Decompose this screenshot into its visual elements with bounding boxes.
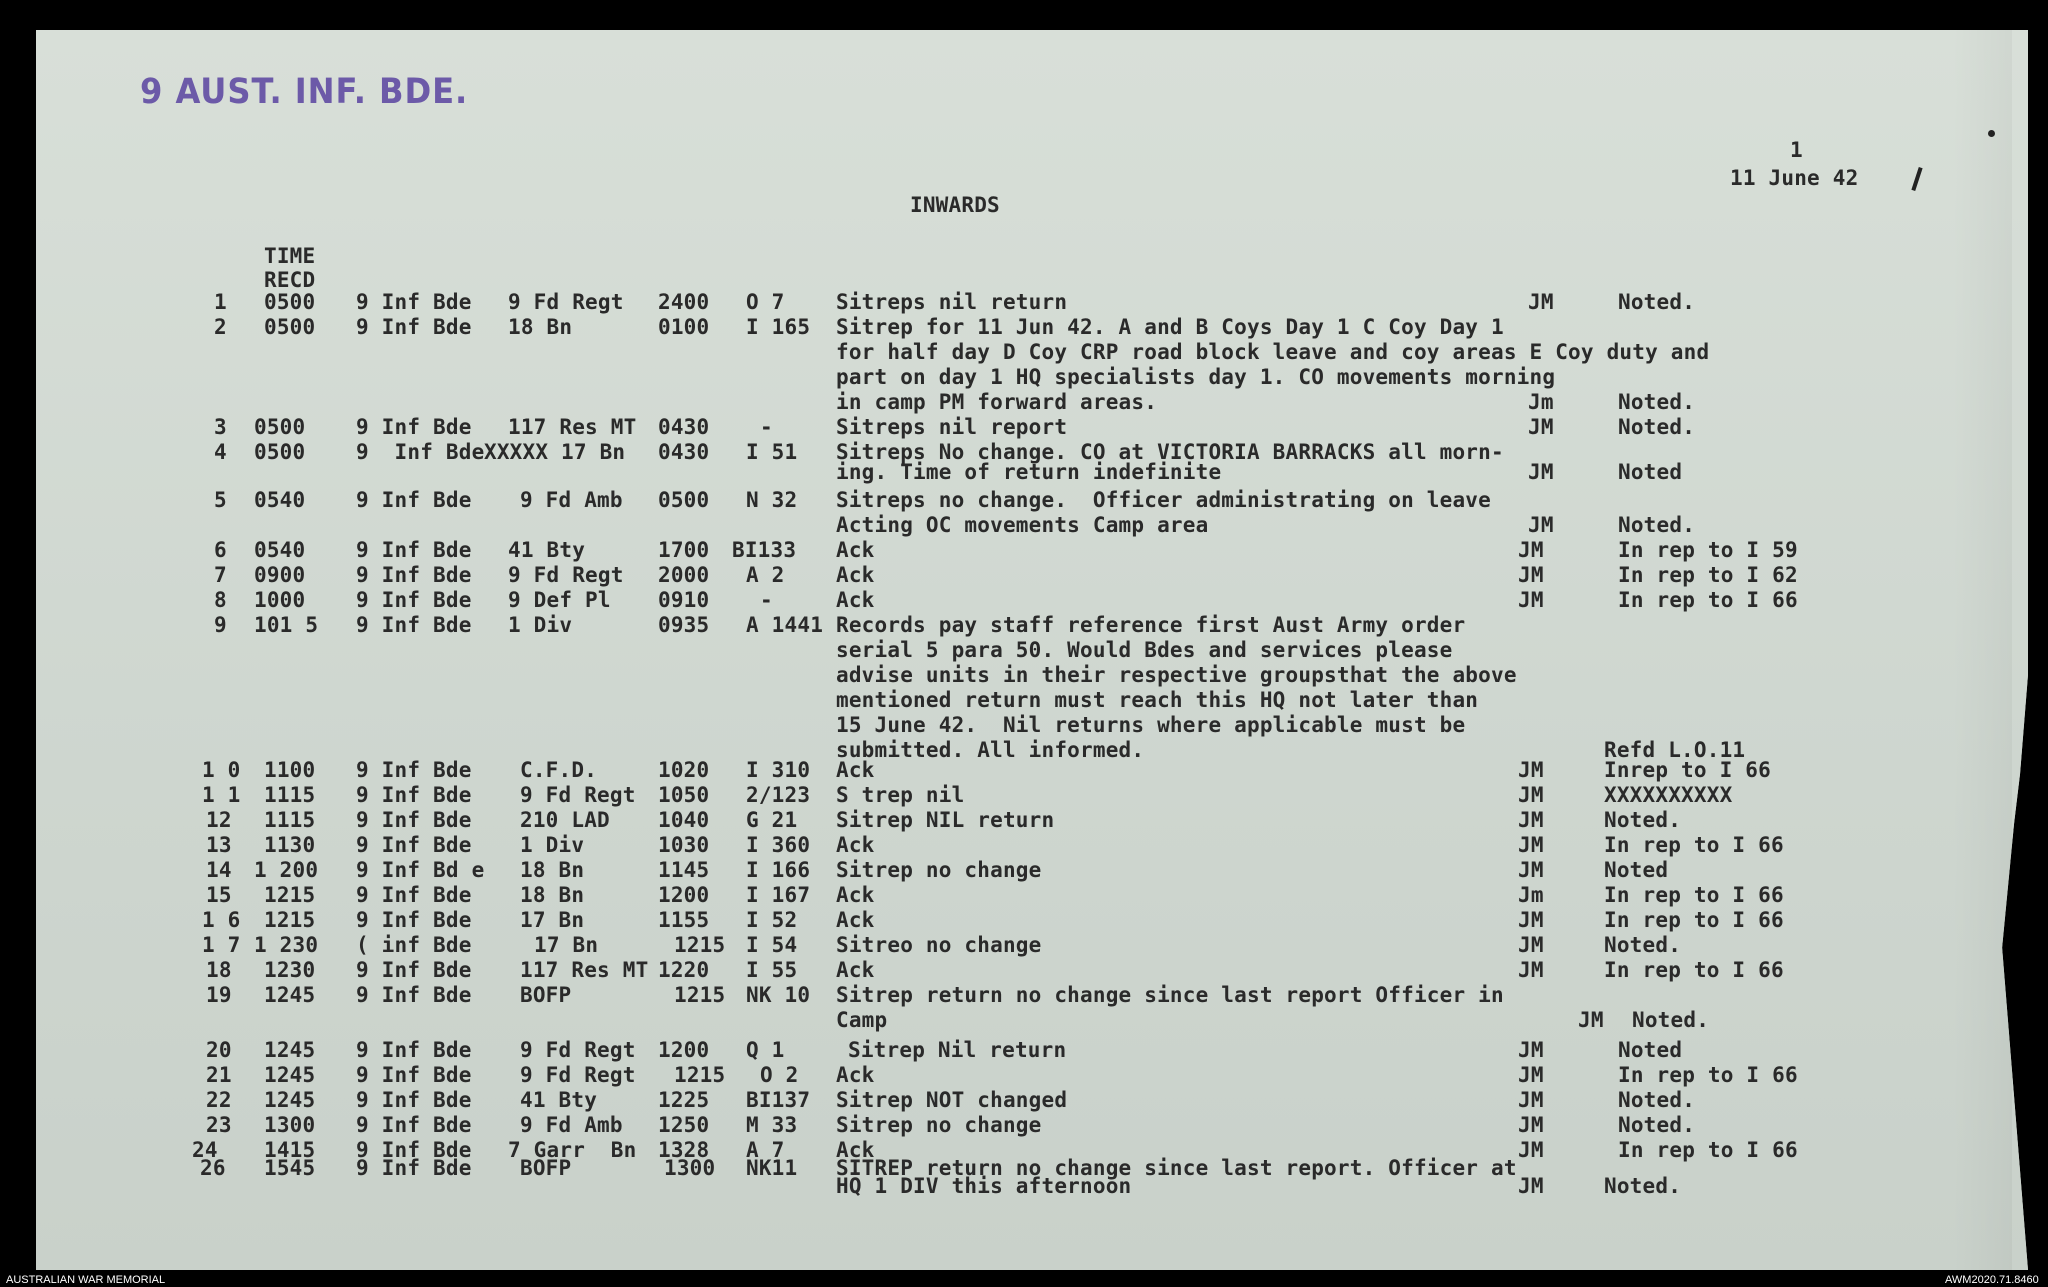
log-entry-text: In rep to I 66 — [1618, 1063, 1798, 1087]
log-entry-text: 1200 — [658, 883, 710, 907]
log-entry-text: XXXXX 17 Bn — [484, 440, 626, 464]
log-entry-text: 1230 — [264, 958, 316, 982]
log-entry-text: 1 230 — [254, 933, 319, 957]
log-entry-text: A 2 — [746, 563, 785, 587]
log-entry-text: Sitreps nil report — [836, 415, 1068, 439]
log-entry-text: 1020 — [658, 758, 710, 782]
log-entry-text: 1100 — [264, 758, 316, 782]
log-entry-text: 9 Fd Regt — [508, 563, 624, 587]
log-entry-text: 9 Inf Bde — [356, 1063, 472, 1087]
log-entry-text: 0500 — [264, 315, 316, 339]
log-entry-text: 1225 — [658, 1088, 710, 1112]
log-entry-text: Sitreps no change. Officer administrating on leave — [836, 488, 1491, 512]
log-entry-text: Noted. — [1618, 415, 1696, 439]
log-entry-text: 26 — [200, 1156, 226, 1180]
log-entry-text: 9 Inf Bde — [356, 1113, 472, 1137]
log-entry-text: 1215 — [264, 908, 316, 932]
log-entry-text: part on day 1 HQ specialists day 1. CO movements morning — [836, 365, 1556, 389]
log-entry-text: I 310 — [746, 758, 811, 782]
log-entry-text: BOFP — [520, 1156, 572, 1180]
log-entry-text: JM — [1518, 958, 1544, 982]
log-entry-text: 1 0 — [202, 758, 241, 782]
page-number: 1 — [1790, 138, 1803, 162]
log-entry-text: 1200 — [658, 1038, 710, 1062]
log-entry-text: 9 Inf Bde — [356, 563, 472, 587]
log-entry-text: 1 Div — [508, 613, 573, 637]
log-entry-text: 1215 — [264, 883, 316, 907]
log-entry-text: JM — [1518, 758, 1544, 782]
log-entry-text: JM — [1528, 460, 1554, 484]
log-entry-text: Noted. — [1604, 808, 1682, 832]
log-entry-text: 1 Div — [520, 833, 585, 857]
log-entry-text: Noted — [1618, 460, 1683, 484]
log-entry-text: 2/123 — [746, 783, 811, 807]
log-entry-text: JM — [1518, 1174, 1544, 1198]
log-entry-text: Ack — [836, 883, 875, 907]
log-entry-text: 117 Res MT — [508, 415, 637, 439]
log-entry-text: Ack — [836, 563, 875, 587]
log-entry-text: 15 — [206, 883, 232, 907]
log-entry-text: mentioned return must reach this HQ not later than — [836, 688, 1479, 712]
log-entry-text: 1300 — [264, 1113, 316, 1137]
log-entry-text: 1328 — [658, 1138, 710, 1162]
log-entry-text: 9 Inf Bde — [356, 440, 485, 464]
log-entry-text: 9 Def Pl — [508, 588, 611, 612]
log-entry-text: In rep to I 62 — [1618, 563, 1798, 587]
log-entry-text: 0540 — [254, 538, 306, 562]
bleed-through-text — [1925, 190, 2045, 550]
log-entry-text: 1300 — [664, 1156, 716, 1180]
log-entry-text: XXXXXXXXXX — [1604, 783, 1733, 807]
log-entry-text: 0935 — [658, 613, 710, 637]
log-entry-text: I 52 — [746, 908, 798, 932]
log-entry-text: O 7 — [746, 290, 785, 314]
log-entry-text: Camp — [836, 1008, 888, 1032]
log-entry-text: 3 — [214, 415, 227, 439]
log-entry-text: Sitreps No change. CO at VICTORIA BARRACKS all morn- — [836, 440, 1504, 464]
log-entry-text: Inrep to I 66 — [1604, 758, 1771, 782]
log-entry-text: Noted. — [1618, 513, 1696, 537]
log-entry-text: 117 Res MT — [520, 958, 649, 982]
log-entry-text: JM — [1528, 290, 1554, 314]
log-entry-text: JM — [1518, 933, 1544, 957]
log-entry-text: 9 Inf Bd e — [356, 858, 485, 882]
log-entry-text: 1245 — [264, 1088, 316, 1112]
log-entry-text: 1040 — [658, 808, 710, 832]
log-entry-text: Noted — [1618, 1038, 1683, 1062]
page-title: INWARDS — [910, 193, 1000, 217]
log-entry-text: Sitrep Nil return — [848, 1038, 1067, 1062]
log-entry-text: JM — [1578, 1008, 1604, 1032]
log-entry-text: Sitrep return no change since last report Officer in — [836, 983, 1504, 1007]
log-entry-text: Noted. — [1618, 290, 1696, 314]
log-entry-text: 1215 — [674, 983, 726, 1007]
log-entry-text: 9 Fd Regt — [520, 1038, 636, 1062]
log-entry-text: serial 5 para 50. Would Bdes and services please — [836, 638, 1453, 662]
log-entry-text: Jm — [1518, 883, 1544, 907]
log-entry-text: 5 — [214, 488, 227, 512]
log-entry-text: NK11 — [746, 1156, 798, 1180]
log-entry-text: In rep to I 66 — [1604, 958, 1784, 982]
log-entry-text: NK 10 — [746, 983, 811, 1007]
log-entry-text: 18 Bn — [520, 883, 585, 907]
log-entry-text: 1 — [214, 290, 227, 314]
log-entry-text: 21 — [206, 1063, 232, 1087]
log-entry-text: Noted. — [1618, 390, 1696, 414]
log-entry-text: 9 Fd Amb — [520, 1113, 623, 1137]
log-entry-text: Noted — [1604, 858, 1669, 882]
log-entry-text: JM — [1518, 808, 1544, 832]
log-entry-text: JM — [1518, 1063, 1544, 1087]
log-entry-text: 7 — [214, 563, 227, 587]
log-entry-text: advise units in their respective groupsthat the above — [836, 663, 1517, 687]
log-entry-text: submitted. All informed. — [836, 738, 1145, 762]
log-entry-text: 2400 — [658, 290, 710, 314]
log-entry-text: 9 Inf Bde — [356, 808, 472, 832]
log-entry-text: A 1441 — [746, 613, 824, 637]
log-entry-text: Sitrep no change — [836, 858, 1042, 882]
log-entry-text: 18 Bn — [508, 315, 573, 339]
log-entry-text: ( inf Bde — [356, 933, 472, 957]
log-entry-text: 1215 — [674, 933, 726, 957]
log-entry-text: 9 — [214, 613, 227, 637]
log-entry-text: 0910 — [658, 588, 710, 612]
log-entry-text: HQ 1 DIV this afternoon — [836, 1174, 1132, 1198]
log-entry-text: 210 LAD — [520, 808, 610, 832]
log-entry-text: A 7 — [746, 1138, 785, 1162]
log-entry-text: 1050 — [658, 783, 710, 807]
log-entry-text: JM — [1518, 538, 1544, 562]
log-entry-text: 1130 — [264, 833, 316, 857]
log-entry-text: 1115 — [264, 808, 316, 832]
log-entry-text: 1155 — [658, 908, 710, 932]
log-entry-text: 17 Bn — [534, 933, 599, 957]
archive-credit: AUSTRALIAN WAR MEMORIAL — [6, 1274, 166, 1286]
log-entry-text: JM — [1528, 415, 1554, 439]
log-entry-text: JM — [1518, 1138, 1544, 1162]
log-entry-text: 24 — [192, 1138, 218, 1162]
log-entry-text: JM — [1518, 858, 1544, 882]
log-entry-text: BI137 — [746, 1088, 811, 1112]
log-entry-text: C.F.D. — [520, 758, 598, 782]
log-entry-text: 9 Inf Bde — [356, 538, 472, 562]
log-entry-text: Ack — [836, 1063, 875, 1087]
log-entry-text: BI133 — [732, 538, 797, 562]
log-entry-text: In rep to I 59 — [1618, 538, 1798, 562]
log-entry-text: 1220 — [658, 958, 710, 982]
log-entry-text: Jm — [1528, 390, 1554, 414]
log-entry-text: 0500 — [264, 290, 316, 314]
log-entry-text: in camp PM forward areas. — [836, 390, 1158, 414]
log-entry-text: 9 Inf Bde — [356, 315, 472, 339]
log-entry-text: 6 — [214, 538, 227, 562]
log-entry-text: 9 Inf Bde — [356, 488, 472, 512]
log-entry-text: 9 Fd Amb — [520, 488, 623, 512]
log-entry-text: S trep nil — [836, 783, 965, 807]
log-entry-text: 9 Inf Bde — [356, 983, 472, 1007]
log-entry-text: I 54 — [746, 933, 798, 957]
log-entry-text: O 2 — [760, 1063, 799, 1087]
log-entry-text: 0100 — [658, 315, 710, 339]
log-entry-text: 1145 — [658, 858, 710, 882]
log-entry-text: 0500 — [658, 488, 710, 512]
log-entry-text: 15 June 42. Nil returns where applicable must be — [836, 713, 1466, 737]
log-entry-text: In rep to I 66 — [1604, 908, 1784, 932]
log-entry-text: 0500 — [254, 440, 306, 464]
log-entry-text: G 21 — [746, 808, 798, 832]
ink-dot — [1988, 130, 1995, 137]
log-entry-text: Records pay staff reference first Aust Army order — [836, 613, 1466, 637]
log-entry-text: 1545 — [264, 1156, 316, 1180]
log-entry-text: 18 — [206, 958, 232, 982]
log-entry-text: 9 Inf Bde — [356, 1138, 472, 1162]
log-entry-text: JM — [1518, 1038, 1544, 1062]
log-entry-text: JM — [1528, 513, 1554, 537]
log-entry-text: 9 Inf Bde — [356, 833, 472, 857]
log-entry-text: Noted. — [1632, 1008, 1710, 1032]
log-entry-text: Ack — [836, 538, 875, 562]
log-entry-text: BOFP — [520, 983, 572, 1007]
log-entry-text: 9 Inf Bde — [356, 958, 472, 982]
log-entry-text: 1245 — [264, 1063, 316, 1087]
log-entry-text: 1030 — [658, 833, 710, 857]
log-entry-text: 9 Inf Bde — [356, 783, 472, 807]
log-entry-text: In rep to I 66 — [1604, 883, 1784, 907]
log-entry-text: Sitrep no change — [836, 1113, 1042, 1137]
log-entry-text: 1 1 — [202, 783, 241, 807]
log-entry-text: 17 Bn — [520, 908, 585, 932]
log-entry-text: 1415 — [264, 1138, 316, 1162]
log-entry-text: 1 200 — [254, 858, 319, 882]
log-entry-text: In rep to I 66 — [1604, 833, 1784, 857]
log-entry-text: Noted. — [1618, 1113, 1696, 1137]
log-entry-text: 9 Inf Bde — [356, 1038, 472, 1062]
log-entry-text: 1700 — [658, 538, 710, 562]
log-entry-text: 2 — [214, 315, 227, 339]
log-entry-text: 1245 — [264, 983, 316, 1007]
log-entry-text: JM — [1518, 563, 1544, 587]
unit-stamp: 9 AUST. INF. BDE. — [140, 72, 469, 112]
log-entry-text: In rep to I 66 — [1618, 588, 1798, 612]
log-entry-text: 9 Fd Regt — [508, 290, 624, 314]
archive-reference: AWM2020.71.8460 — [1945, 1274, 2039, 1286]
recd-column-header: RECD — [264, 268, 316, 292]
log-entry-text: Noted. — [1604, 933, 1682, 957]
log-entry-text: 0430 — [658, 415, 710, 439]
log-entry-text: 1000 — [254, 588, 306, 612]
log-entry-text: 13 — [206, 833, 232, 857]
log-entry-text: 9 Inf Bde — [356, 1156, 472, 1180]
time-column-header: TIME — [264, 244, 316, 268]
log-entry-text: 9 Inf Bde — [356, 415, 472, 439]
log-entry-text: Acting OC movements Camp area — [836, 513, 1209, 537]
log-entry-text: 1215 — [674, 1063, 726, 1087]
log-entry-text: 12 — [206, 808, 232, 832]
log-entry-text: In rep to I 66 — [1618, 1138, 1798, 1162]
log-entry-text: I 51 — [746, 440, 798, 464]
log-entry-text: 1250 — [658, 1113, 710, 1137]
log-entry-text: 7 Garr Bn — [508, 1138, 637, 1162]
log-entry-text: I 360 — [746, 833, 811, 857]
log-entry-text: Q 1 — [746, 1038, 785, 1062]
log-entry-text: Sitreps nil return — [836, 290, 1068, 314]
log-entry-text: - — [760, 588, 773, 612]
log-entry-text: Ack — [836, 908, 875, 932]
log-entry-text: JM — [1518, 588, 1544, 612]
log-entry-text: 1 6 — [202, 908, 241, 932]
log-entry-text: 41 Bty — [520, 1088, 598, 1112]
log-entry-text: I 55 — [746, 958, 798, 982]
log-entry-text: 0540 — [254, 488, 306, 512]
log-entry-text: Sitrep NIL return — [836, 808, 1055, 832]
log-entry-text: 9 Inf Bde — [356, 883, 472, 907]
log-entry-text: 0430 — [658, 440, 710, 464]
log-entry-text: 22 — [206, 1088, 232, 1112]
log-entry-text: 1115 — [264, 783, 316, 807]
log-entry-text: 18 Bn — [520, 858, 585, 882]
log-entry-text: 1 7 — [202, 933, 241, 957]
log-entry-text: Noted. — [1618, 1088, 1696, 1112]
log-entry-text: 41 Bty — [508, 538, 586, 562]
log-entry-text: SITREP return no change since last report. Officer at — [836, 1156, 1517, 1180]
log-entry-text: 9 Inf Bde — [356, 1088, 472, 1112]
log-entry-text: Ack — [836, 588, 875, 612]
log-entry-text: 2000 — [658, 563, 710, 587]
log-entry-text: 4 — [214, 440, 227, 464]
log-entry-text: for half day D Coy CRP road block leave and coy areas E Coy duty and — [836, 340, 1710, 364]
log-entry-text: JM — [1518, 783, 1544, 807]
log-entry-text: 9 Inf Bde — [356, 908, 472, 932]
log-entry-text: Sitrep for 11 Jun 42. A and B Coys Day 1 C Coy Day 1 — [836, 315, 1504, 339]
log-entry-text: M 33 — [746, 1113, 798, 1137]
log-entry-text: Ack — [836, 1138, 875, 1162]
log-entry-text: Sitrep NOT changed — [836, 1088, 1068, 1112]
log-entry-text: 9 Inf Bde — [356, 588, 472, 612]
log-entry-text: ing. Time of return indefinite — [836, 460, 1222, 484]
log-entry-text: - — [760, 415, 773, 439]
log-entry-text: 9 Inf Bde — [356, 290, 472, 314]
log-entry-text: 9 Fd Regt — [520, 783, 636, 807]
log-entry-text: 101 5 — [254, 613, 319, 637]
log-entry-text: 1245 — [264, 1038, 316, 1062]
log-entry-text: 19 — [206, 983, 232, 1007]
log-entry-text: I 167 — [746, 883, 811, 907]
log-entry-text: Sitreo no change — [836, 933, 1042, 957]
log-entry-text: Ack — [836, 958, 875, 982]
log-entry-text: JM — [1518, 1088, 1544, 1112]
log-entry-text: I 166 — [746, 858, 811, 882]
log-entry-text: Ack — [836, 758, 875, 782]
log-entry-text: 0500 — [254, 415, 306, 439]
log-entry-text: JM — [1518, 1113, 1544, 1137]
log-entry-text: 8 — [214, 588, 227, 612]
log-entry-text: I 165 — [746, 315, 811, 339]
log-entry-text: 14 — [206, 858, 232, 882]
log-entry-text: Noted. — [1604, 1174, 1682, 1198]
log-entry-text: JM — [1518, 908, 1544, 932]
log-entry-text: 9 Fd Regt — [520, 1063, 636, 1087]
document-date: 11 June 42 — [1730, 166, 1859, 190]
log-entry-text: N 32 — [746, 488, 798, 512]
log-entry-text: 23 — [206, 1113, 232, 1137]
log-entry-text: 9 Inf Bde — [356, 613, 472, 637]
log-entry-text: 0900 — [254, 563, 306, 587]
log-entry-text: 20 — [206, 1038, 232, 1062]
log-entry-text: Ack — [836, 833, 875, 857]
log-entry-text: JM — [1518, 833, 1544, 857]
log-entry-text: Refd L.O.11 — [1604, 738, 1746, 762]
log-entry-text: 9 Inf Bde — [356, 758, 472, 782]
